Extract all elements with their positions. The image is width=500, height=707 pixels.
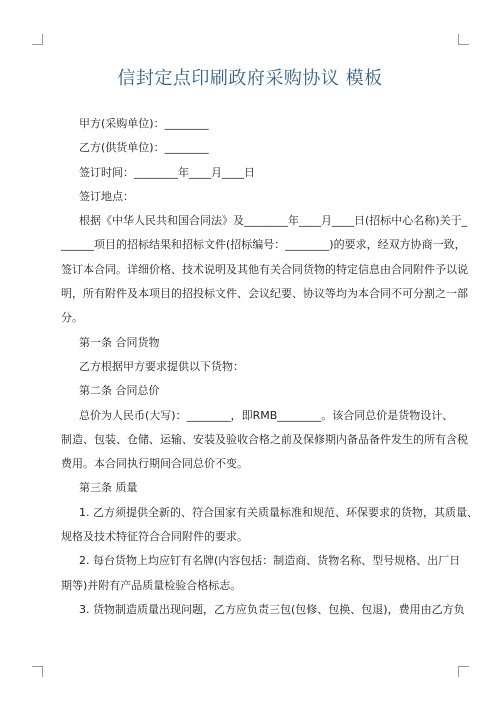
- paragraph-line: 根据《中华人民共和国合同法》及________年____月____日(招标中心名称)关于_: [79, 214, 468, 228]
- paragraph-line: 费用。本合同执行期间合同总价不变。: [61, 457, 248, 471]
- list-item-line: 3. 货物制造质量出现问题，乙方应负责三包(包修、包换、包退)，费用由乙方负: [79, 602, 465, 616]
- article-1-heading: 第一条 合同货物: [79, 335, 160, 349]
- paragraph-line: 分。: [61, 311, 83, 325]
- crop-mark-bottom-right: [458, 666, 469, 677]
- paragraph-line: 制造、包装、仓储、运输、安装及验收合格之前及保修期内备品备件发生的所有含税: [61, 432, 468, 446]
- document-title: 信封定点印刷政府采购协议 模板: [117, 68, 383, 89]
- crop-mark-top-left: [32, 34, 43, 45]
- sign-date-line: 签订时间：________年____月____日: [79, 165, 255, 179]
- article-2-heading: 第二条 合同总价: [79, 384, 160, 398]
- paragraph-line: 签订本合同。详细价格、技术说明及其他有关合同货物的特定信息由合同附件予以说: [61, 262, 468, 276]
- list-item-line: 1. 乙方须提供全新的、符合国家有关质量标准和规范、环保要求的货物，其质量、: [79, 505, 478, 519]
- article-3-heading: 第三条 质量: [79, 481, 138, 495]
- party-a-line: 甲方(采购单位)：________: [79, 117, 209, 130]
- list-item-line: 期等)并附有产品质量检验合格标志。: [61, 578, 242, 592]
- sign-place-line: 签订地点：: [79, 189, 134, 203]
- party-b-line: 乙方(供货单位)：________: [79, 141, 209, 155]
- crop-mark-top-right: [458, 34, 469, 45]
- paragraph-line: 总价为人民币(大写)：________，即RMB________。该合同总价是货物设计、: [79, 408, 454, 422]
- list-item-line: 规格及技术特征符合合同附件的要求。: [61, 530, 248, 544]
- paragraph-line: ______项目的招标结果和招标文件(招标编号：________)的要求，经双方协商一致，: [61, 238, 466, 252]
- paragraph-line: 明，所有附件及本项目的招投标文件、会议纪要、协议等均为本合同不可分割之一部: [61, 287, 468, 301]
- crop-mark-bottom-left: [32, 666, 43, 677]
- paragraph-line: 乙方根据甲方要求提供以下货物：: [79, 359, 244, 373]
- list-item-line: 2. 每台货物上均应钉有名牌(内容包括：制造商、货物名称、型号规格、出厂日: [79, 554, 461, 568]
- document-body: [61, 112, 478, 622]
